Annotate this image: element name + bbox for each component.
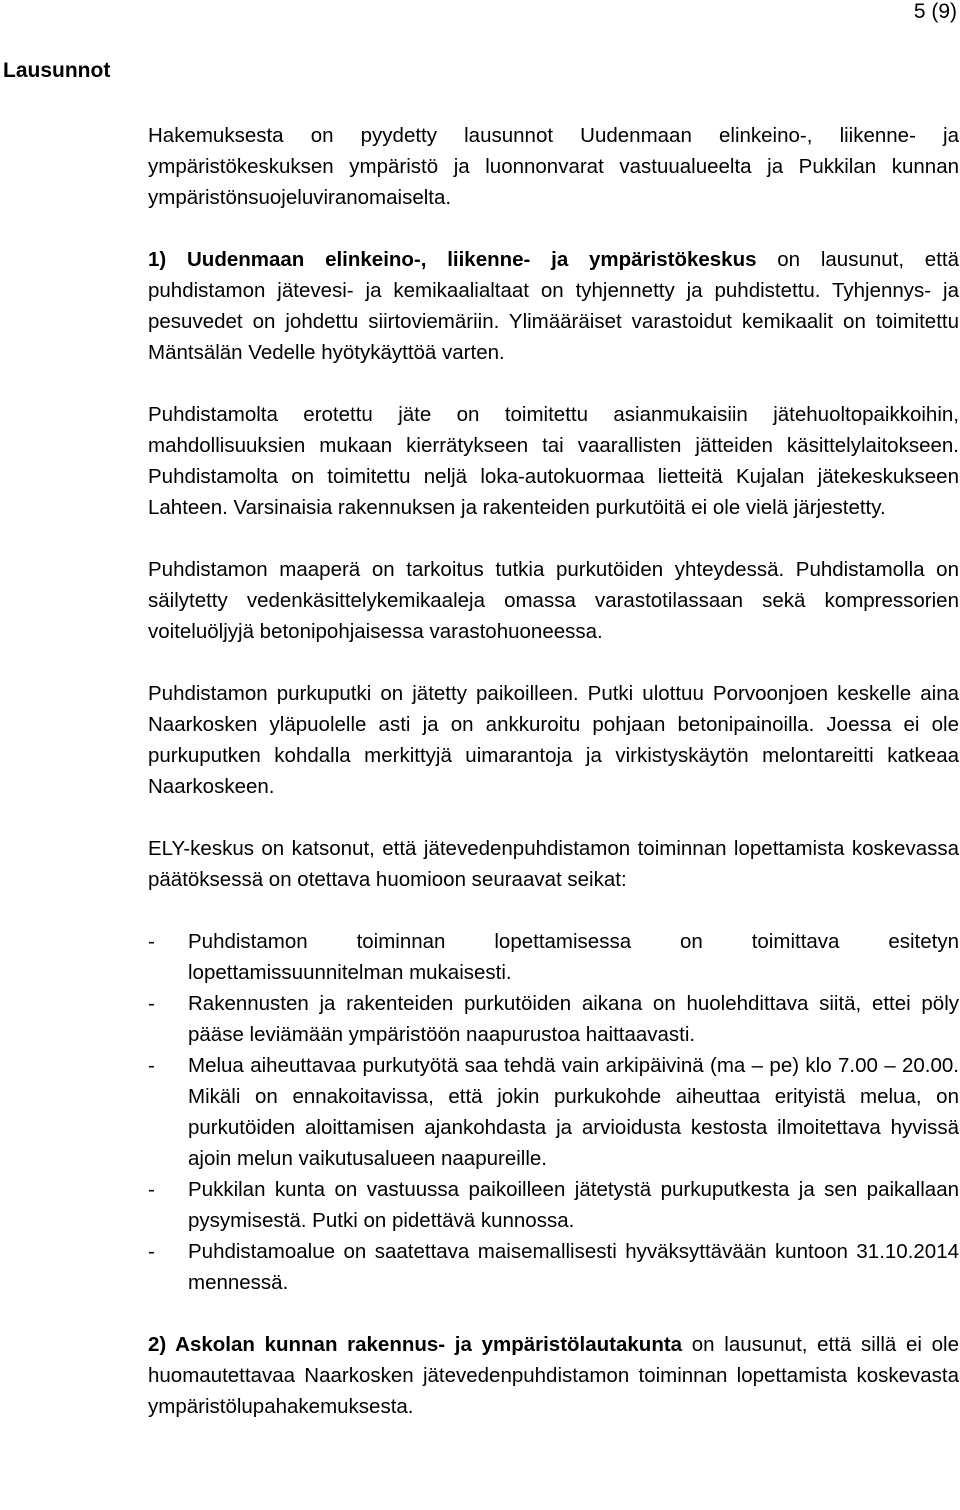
- list-item: [148, 1174, 959, 1236]
- list-item: [148, 988, 959, 1050]
- list-bullet: -: [148, 1178, 155, 1201]
- ely-paragraph: ELY-keskus on katsonut, että jätevedenpuhdistamon toiminnan lopettamista koskevassa päätöksessä on otettava huomioon seuraavat seikat:: [148, 837, 959, 891]
- statement-2-paragraph: [148, 1329, 959, 1422]
- conditions-list: [148, 926, 959, 1298]
- list-bullet: -: [148, 1054, 155, 1077]
- list-bullet: -: [148, 992, 155, 1015]
- intro-paragraph: Hakemuksesta on pyydetty lausunnot Uudenmaan elinkeino-, liikenne- ja ympäristökeskuksen ympäristö ja luonnonvarat vastuualueelta ja Pukkilan kunnan ympäristönsuojeluviranomaiselta.: [148, 124, 959, 209]
- pipe-paragraph: Puhdistamon purkuputki on jätetty paikoilleen. Putki ulottuu Porvoonjoen keskelle aina Naarkosken yläpuolelle asti ja on ankkuroitu pohjaan betonipainoilla. Joessa ei ole purkuputken kohdalla merkittyjä uimarantoja ja virkistyskäytön melontareitti katkeaa Naarkoskeen.: [148, 682, 959, 798]
- section-heading: Lausunnot: [3, 59, 111, 82]
- list-item-text: Puhdistamon toiminnan lopettamisessa on toimittava esitetyn lopettamissuunnitelman mukaisesti.: [188, 930, 959, 984]
- list-item-text: Rakennusten ja rakenteiden purkutöiden aikana on huolehdittava siitä, ettei pöly pääse leviämään ympäristöön naapurustoa haittaavasti.: [188, 992, 959, 1046]
- page-number: 5 (9): [913, 0, 957, 23]
- statement-1-text: on lausunut, että puhdistamon jätevesi- ja kemikaalialtaat on tyhjennetty ja puhdistettu. Tyhjennys- ja pesuvedet on johdettu siirtoviemäriin. Ylimääräiset varastoidut kemikaalit on toimitettu Mäntsälän Vedelle hyötykäyttöä varten.: [148, 248, 959, 364]
- waste-paragraph: Puhdistamolta erotettu jäte on toimitettu asianmukaisiin jätehuoltopaikkoihin, mahdollisuuksien mukaan kierrätykseen tai vaarallisten jätteiden käsittelylaitokseen. Puhdistamolta on toimitettu neljä loka-autokuormaa lietteitä Kujalan jätekeskukseen Lahteen. Varsinaisia rakennuksen ja rakenteiden purkutöitä ei ole vielä järjestetty.: [148, 403, 959, 519]
- statement-1-label: 1) Uudenmaan elinkeino-, liikenne- ja ympäristökeskus: [148, 248, 757, 271]
- list-bullet: -: [148, 1240, 155, 1263]
- list-item: [148, 1236, 959, 1298]
- list-item: [148, 1050, 959, 1174]
- document-body: [148, 120, 959, 1422]
- list-bullet: -: [148, 930, 155, 953]
- soil-paragraph: Puhdistamon maaperä on tarkoitus tutkia purkutöiden yhteydessä. Puhdistamolla on säilytetty vedenkäsittelykemikaaleja omassa varastotilassaan sekä kompressorien voiteluöljyjä betonipohjaisessa varastohuoneessa.: [148, 558, 959, 643]
- list-item-text: Pukkilan kunta on vastuussa paikoilleen jätetystä purkuputkesta ja sen paikallaan pysymisestä. Putki on pidettävä kunnossa.: [188, 1178, 959, 1232]
- list-item-text: Melua aiheuttavaa purkutyötä saa tehdä vain arkipäivinä (ma – pe) klo 7.00 – 20.00. Mikäli on ennakoitavissa, että jokin purkukohde aiheuttaa erityistä melua, on purkutöiden aloittamisen ajankohdasta ja arvioidusta kestosta ilmoitettava hyvissä ajoin melun vaikutusalueen naapureille.: [188, 1054, 959, 1170]
- statement-2-text: on lausunut, että sillä ei ole huomautettavaa Naarkosken jätevedenpuhdistamon toiminnan lopettamista koskevasta ympäristölupahakemuksesta.: [148, 1333, 960, 1418]
- list-item: [148, 926, 959, 988]
- statement-1-paragraph: [148, 244, 959, 368]
- statement-2-label: 2) Askolan kunnan rakennus- ja ympäristölautakunta: [148, 1333, 683, 1356]
- list-item-text: Puhdistamoalue on saatettava maisemallisesti hyväksyttävään kuntoon 31.10.2014 mennessä.: [188, 1240, 959, 1294]
